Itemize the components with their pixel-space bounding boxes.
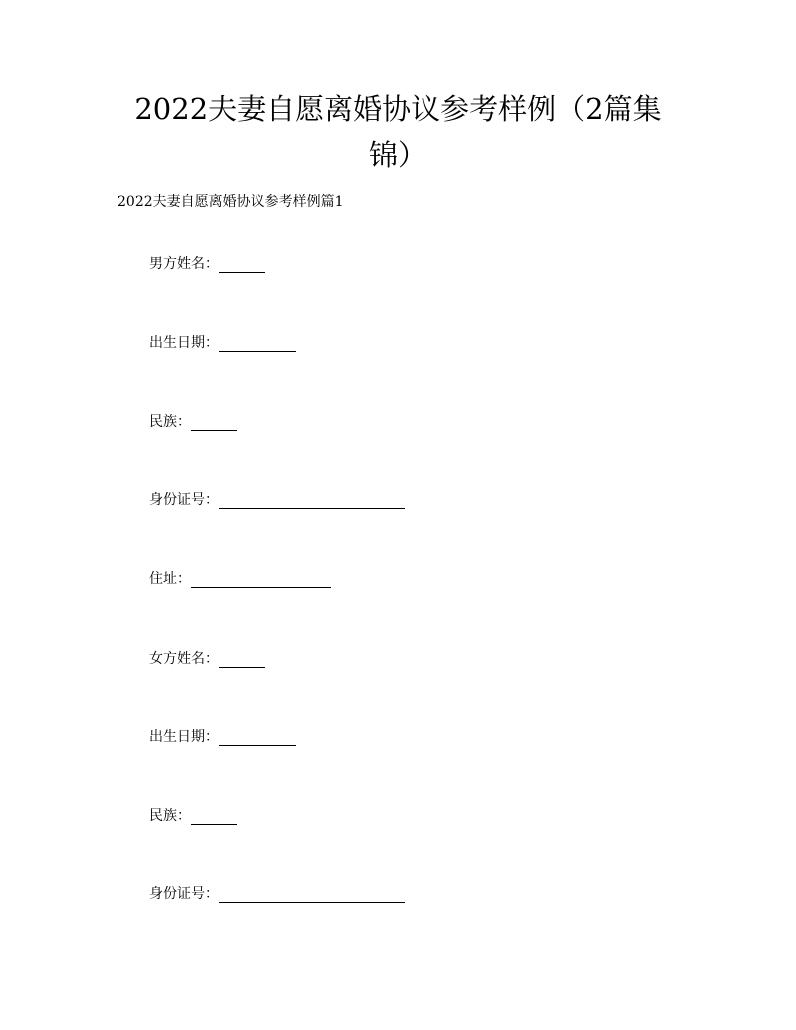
form-field-husband-id-number [149,486,405,510]
form-field-wife-birthdate [149,723,296,747]
title-line-2: 锦） [368,138,427,172]
field-label: 民族： [149,808,191,824]
fill-in-blank [191,806,237,825]
field-label: 身份证号： [149,492,219,508]
fill-in-blank [191,569,331,588]
field-label: 出生日期： [149,729,219,745]
field-label: 身份证号： [149,886,219,902]
field-label: 住址： [149,571,191,587]
form-field-husband-birthdate [149,329,296,353]
section-heading: 2022夫妻自愿离婚协议参考样例篇1 [117,194,344,210]
fill-in-blank [219,490,405,509]
fill-in-blank [219,333,296,352]
field-label: 民族： [149,414,191,430]
form-field-husband-name [149,250,265,274]
form-field-husband-ethnicity [149,408,237,432]
form-field-husband-address [149,565,331,589]
form-field-wife-ethnicity [149,802,237,826]
fill-in-blank [191,412,237,431]
fill-in-blank [219,884,405,903]
fill-in-blank [219,649,265,668]
field-label: 出生日期： [149,335,219,351]
fill-in-blank [219,254,265,273]
form-field-wife-name [149,645,265,669]
document-title [120,86,676,178]
field-label: 女方姓名： [149,651,219,667]
title-line-1: 2022夫妻自愿离婚协议参考样例（2篇集 [134,92,662,126]
field-label: 男方姓名： [149,256,219,272]
fill-in-blank [219,727,296,746]
form-field-wife-id-number [149,880,405,904]
